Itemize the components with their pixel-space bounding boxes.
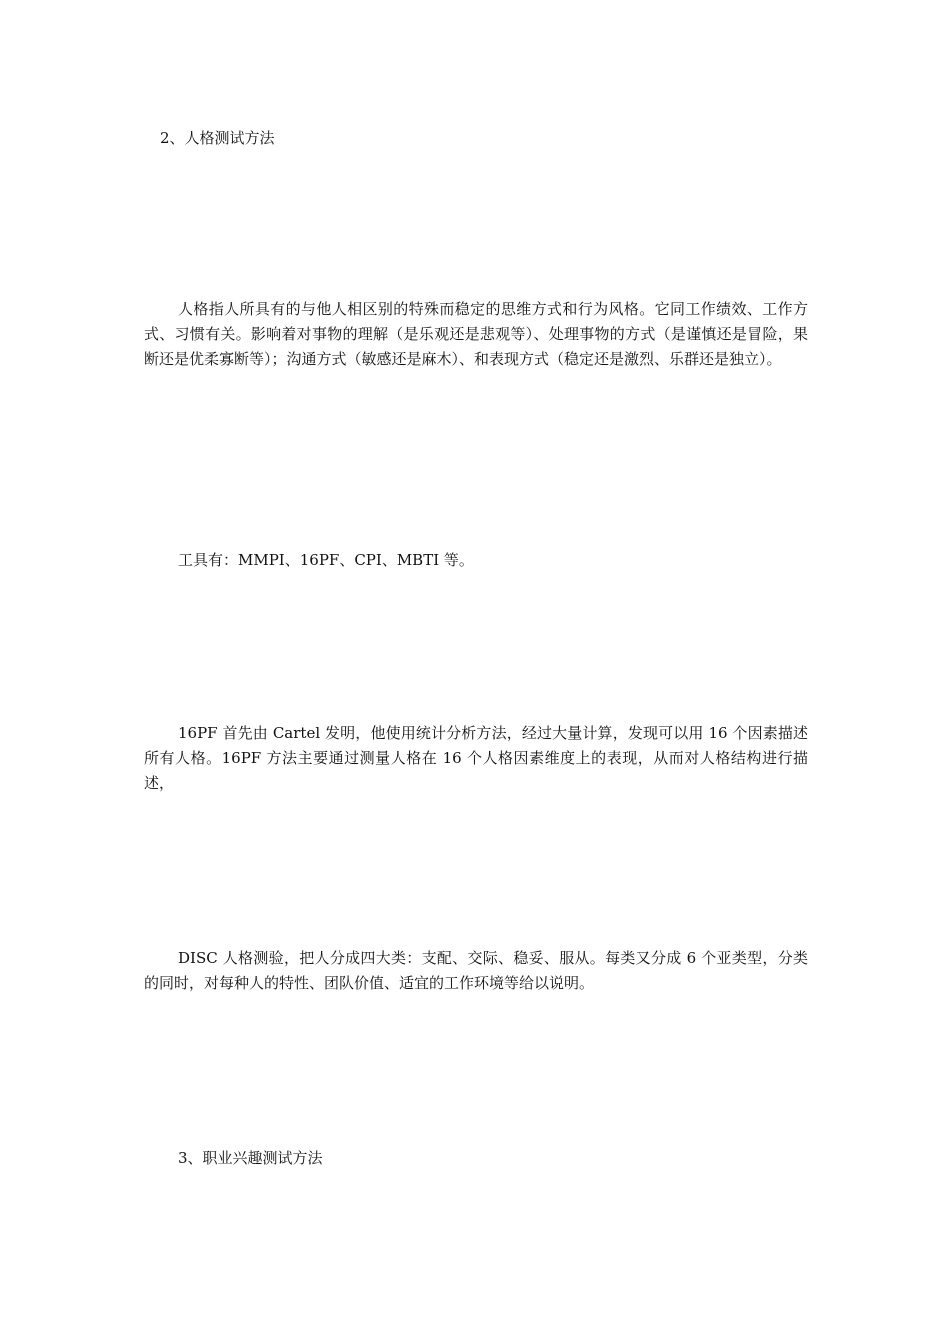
paragraph-personality-definition: 人格指人所具有的与他人相区别的特殊而稳定的思维方式和行为风格。它同工作绩效、工作方式、习惯有关。影响着对事物的理解（是乐观还是悲观等）、处理事物的方式（是谨慎还是冒险，果断还是优柔寡断等）；沟通方式（敏感还是麻木）、和表现方式（稳定还是激烈、乐群还是独立）。 xyxy=(144,300,808,368)
paragraph-disc: DISC 人格测验，把人分成四大类：支配、交际、稳妥、服从。每类又分成 6 个亚类型，分类的同时，对每种人的特性、团队价值、适宜的工作环境等给以说明。 xyxy=(144,949,808,992)
paragraph-tools: 工具有：MMPI、16PF、CPI、MBTI 等。 xyxy=(178,551,474,569)
paragraph-16pf: 16PF 首先由 Cartel 发明，他使用统计分析方法，经过大量计算，发现可以用 16 个因素描述所有人格。16PF 方法主要通过测量人格在 16 个人格因素维度上的表现，从而对人格结构进行描述， xyxy=(144,724,808,792)
section-heading-career-interest-test: 3、职业兴趣测试方法 xyxy=(178,1149,323,1167)
section-heading-personality-test: 2、人格测试方法 xyxy=(160,129,275,147)
